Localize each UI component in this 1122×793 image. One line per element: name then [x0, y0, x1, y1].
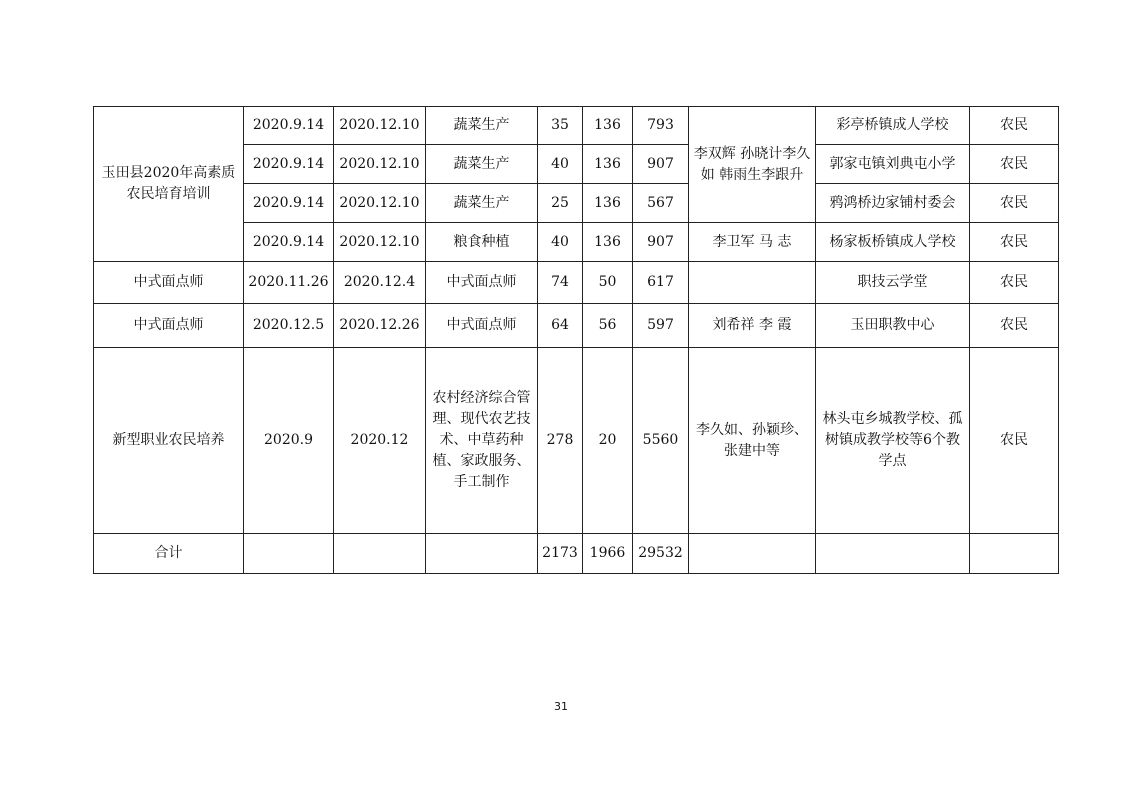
empty-cell: [816, 534, 970, 574]
hours-cell: 136: [583, 107, 633, 145]
topic-cell: 蔬菜生产: [426, 145, 538, 184]
start-date-cell: 2020.9: [244, 348, 334, 534]
total-cell: 907: [633, 223, 689, 262]
end-date-cell: 2020.12.10: [334, 107, 426, 145]
location-cell: 杨家板桥镇成人学校: [816, 223, 970, 262]
location-cell: 玉田职教中心: [816, 304, 970, 348]
hours-cell: 56: [583, 304, 633, 348]
topic-cell: 蔬菜生产: [426, 107, 538, 145]
table-row: [94, 262, 1059, 304]
teachers-cell: [689, 262, 816, 304]
program-name-cell: 中式面点师: [94, 262, 244, 304]
location-cell: 鸦鸿桥边家铺村委会: [816, 184, 970, 223]
topic-cell: 粮食种植: [426, 223, 538, 262]
target-cell: 农民: [970, 184, 1059, 223]
empty-cell: [970, 534, 1059, 574]
count-cell: 35: [538, 107, 583, 145]
program-name-cell: 中式面点师: [94, 304, 244, 348]
end-date-cell: 2020.12.10: [334, 223, 426, 262]
target-cell: 农民: [970, 304, 1059, 348]
hours-cell: 20: [583, 348, 633, 534]
total-label-cell: 合计: [94, 534, 244, 574]
location-cell: 林头屯乡城教学校、孤树镇成教学校等6个教学点: [816, 348, 970, 534]
total-hours-cell: 1966: [583, 534, 633, 574]
teachers-cell: 李久如、孙颖珍、张建中等: [689, 348, 816, 534]
topic-cell: 中式面点师: [426, 262, 538, 304]
empty-cell: [426, 534, 538, 574]
table-row: [94, 348, 1059, 534]
count-cell: 40: [538, 223, 583, 262]
target-cell: 农民: [970, 107, 1059, 145]
total-count-cell: 2173: [538, 534, 583, 574]
start-date-cell: 2020.9.14: [244, 107, 334, 145]
teachers-cell: 李卫军 马 志: [689, 223, 816, 262]
total-cell: 567: [633, 184, 689, 223]
training-table: [93, 106, 1059, 574]
program-name-cell: 新型职业农民培养: [94, 348, 244, 534]
location-cell: 郭家屯镇刘典屯小学: [816, 145, 970, 184]
total-cell: 907: [633, 145, 689, 184]
location-cell: 职技云学堂: [816, 262, 970, 304]
count-cell: 74: [538, 262, 583, 304]
hours-cell: 136: [583, 223, 633, 262]
teachers-cell: 刘希祥 李 霞: [689, 304, 816, 348]
empty-cell: [689, 534, 816, 574]
topic-cell: 中式面点师: [426, 304, 538, 348]
count-cell: 64: [538, 304, 583, 348]
end-date-cell: 2020.12.10: [334, 145, 426, 184]
total-cell: 793: [633, 107, 689, 145]
count-cell: 278: [538, 348, 583, 534]
table-row: [94, 304, 1059, 348]
target-cell: 农民: [970, 223, 1059, 262]
grand-total-cell: 29532: [633, 534, 689, 574]
table-row: [94, 107, 1059, 145]
topic-cell: 农村经济综合管理、现代农艺技术、中草药种植、家政服务、手工制作: [426, 348, 538, 534]
count-cell: 40: [538, 145, 583, 184]
end-date-cell: 2020.12.10: [334, 184, 426, 223]
target-cell: 农民: [970, 262, 1059, 304]
location-cell: 彩亭桥镇成人学校: [816, 107, 970, 145]
total-cell: 617: [633, 262, 689, 304]
end-date-cell: 2020.12: [334, 348, 426, 534]
total-cell: 597: [633, 304, 689, 348]
start-date-cell: 2020.9.14: [244, 145, 334, 184]
hours-cell: 136: [583, 184, 633, 223]
page-number: 31: [554, 700, 568, 713]
total-cell: 5560: [633, 348, 689, 534]
start-date-cell: 2020.9.14: [244, 184, 334, 223]
start-date-cell: 2020.11.26: [244, 262, 334, 304]
end-date-cell: 2020.12.4: [334, 262, 426, 304]
target-cell: 农民: [970, 348, 1059, 534]
hours-cell: 50: [583, 262, 633, 304]
empty-cell: [334, 534, 426, 574]
start-date-cell: 2020.12.5: [244, 304, 334, 348]
program-name-cell: 玉田县2020年高素质农民培育培训: [94, 107, 244, 262]
empty-cell: [244, 534, 334, 574]
target-cell: 农民: [970, 145, 1059, 184]
topic-cell: 蔬菜生产: [426, 184, 538, 223]
count-cell: 25: [538, 184, 583, 223]
end-date-cell: 2020.12.26: [334, 304, 426, 348]
total-row: [94, 534, 1059, 574]
start-date-cell: 2020.9.14: [244, 223, 334, 262]
hours-cell: 136: [583, 145, 633, 184]
teachers-cell: 李双辉 孙晓计李久如 韩雨生李跟升: [689, 107, 816, 223]
